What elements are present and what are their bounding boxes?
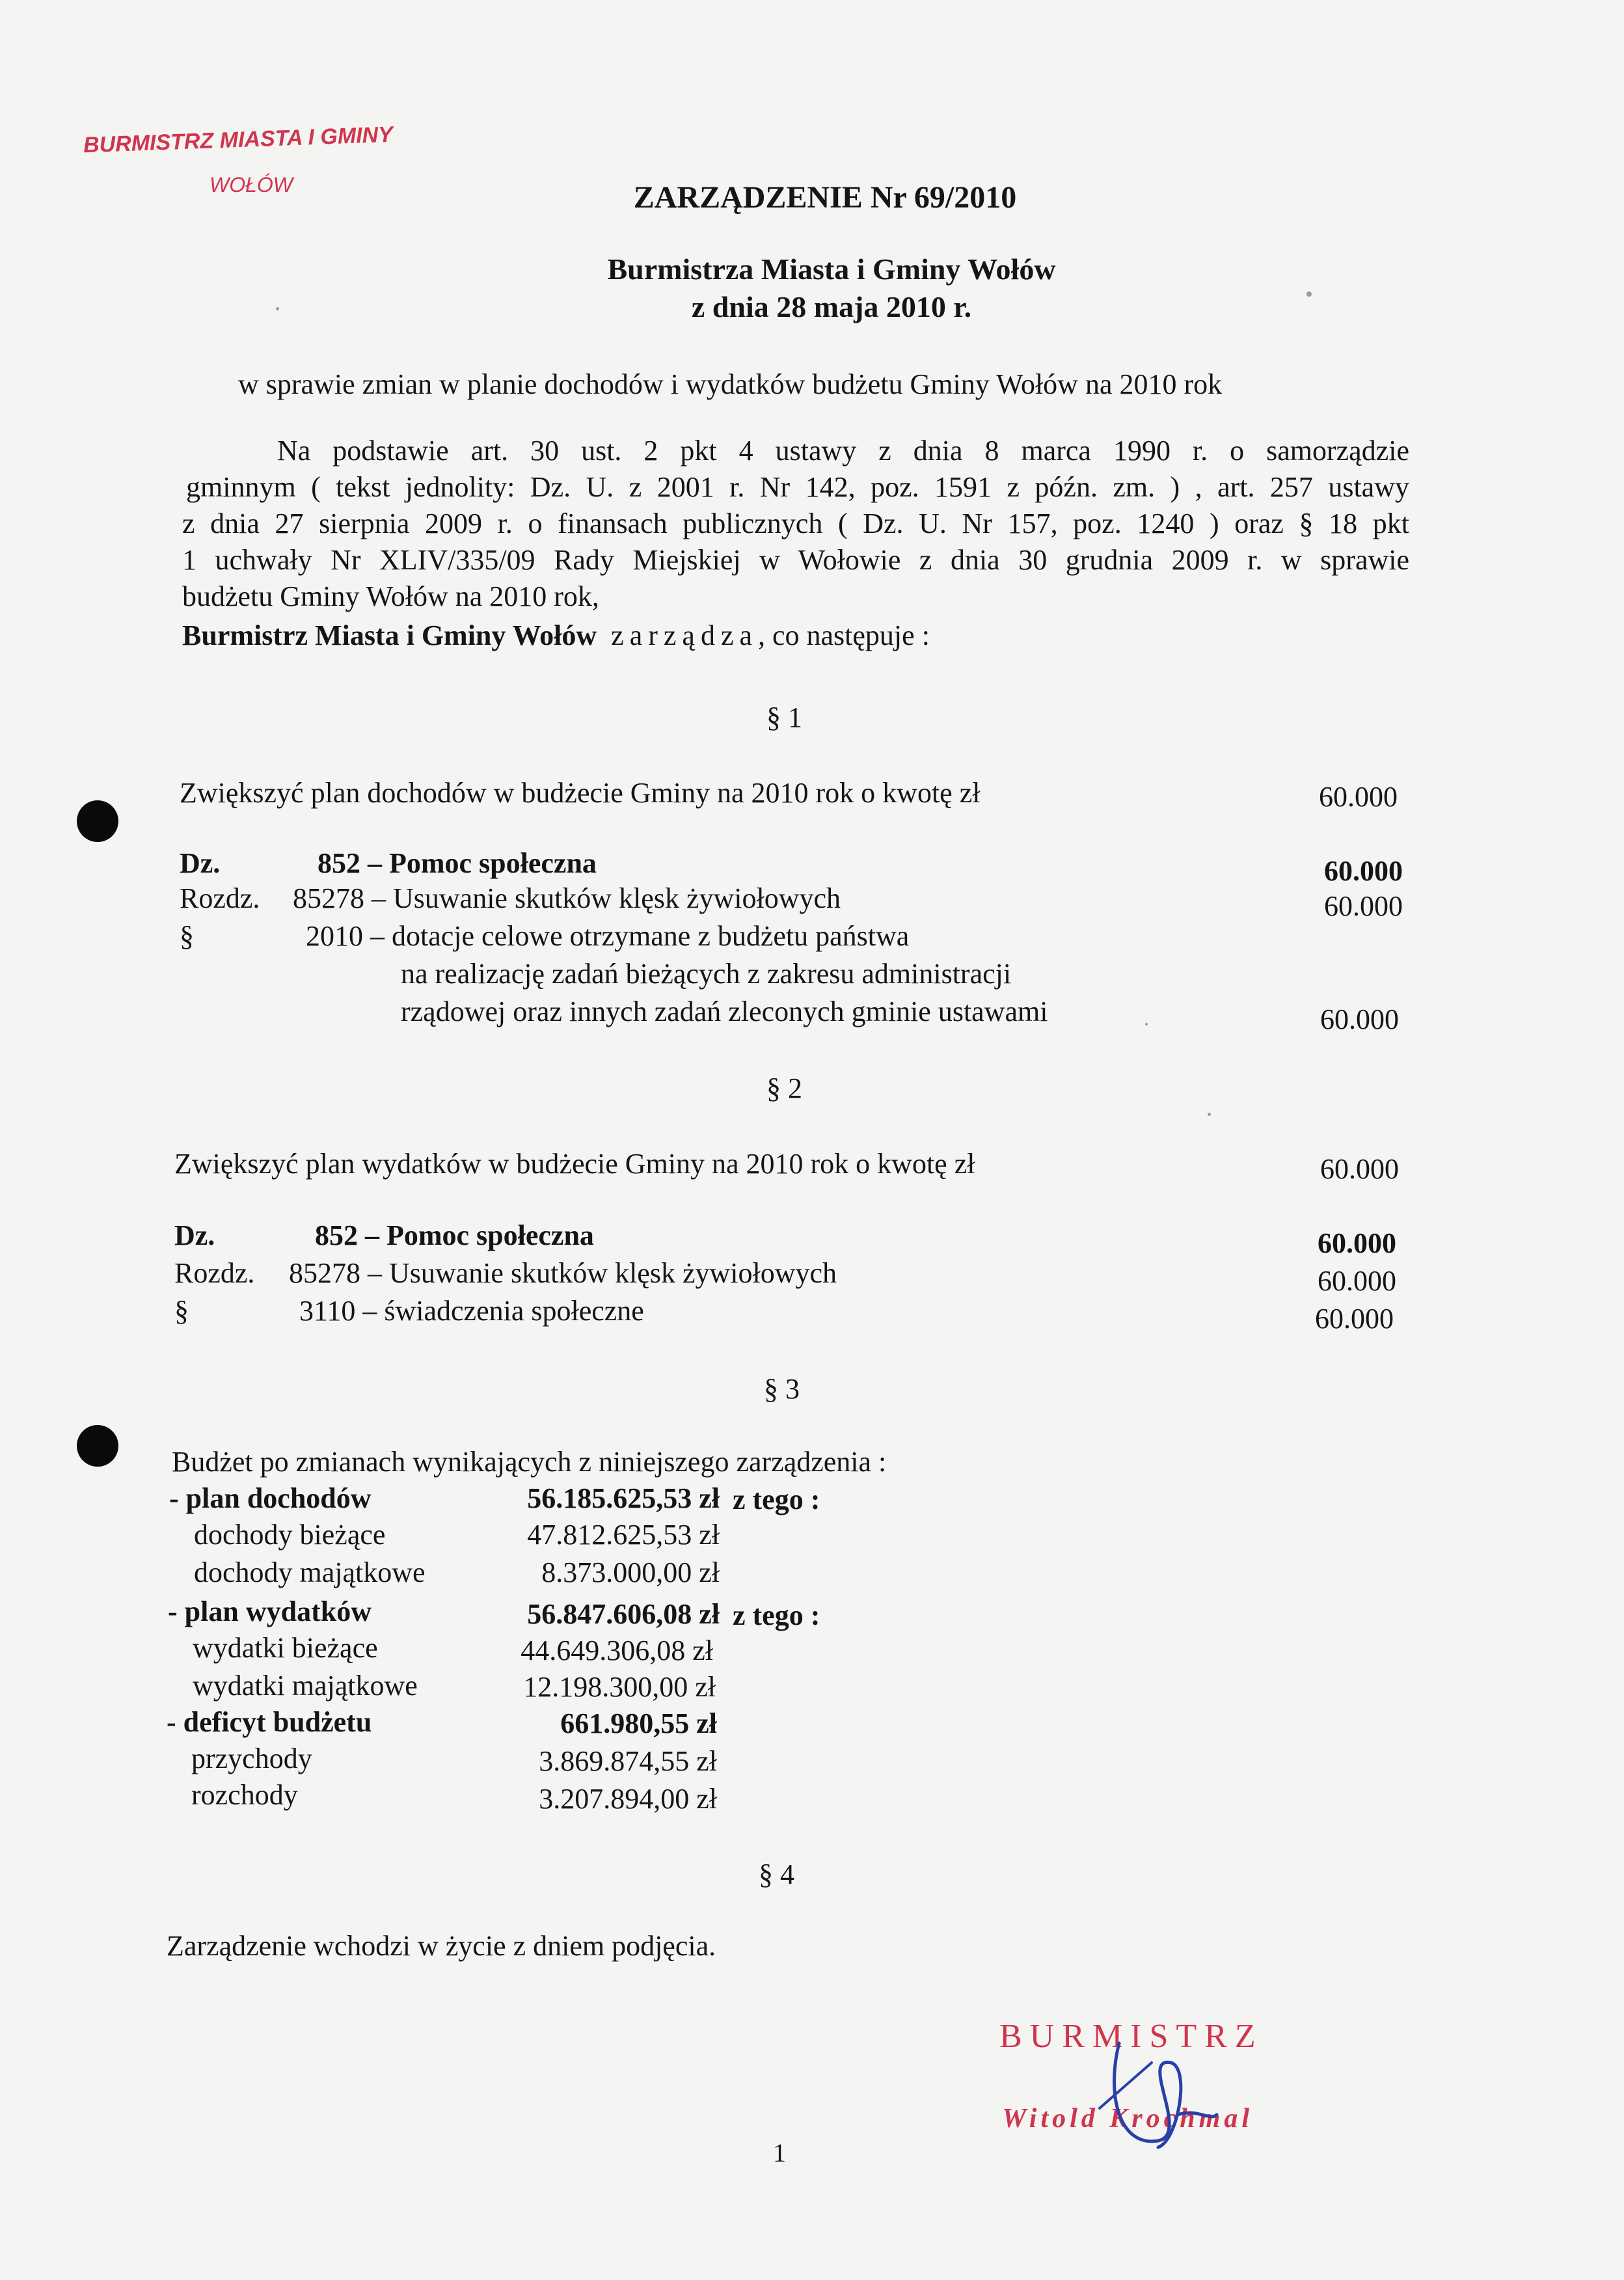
scan-speck bbox=[1145, 1023, 1148, 1025]
budget-row-label: - deficyt budżetu bbox=[167, 1706, 372, 1738]
signature-stamp-title: BURMISTRZ bbox=[999, 2018, 1264, 2055]
office-stamp-location: WOŁÓW bbox=[210, 173, 293, 197]
page-number: 1 bbox=[773, 2138, 786, 2167]
budget-row-label: - plan wydatków bbox=[168, 1595, 372, 1627]
section-1-rozdz-amount: 60.000 bbox=[1324, 890, 1403, 922]
section-4-text: Zarządzenie wchodzi w życie z dniem podjęcia. bbox=[167, 1930, 716, 1962]
section-2-rozdz-label: Rozdz. bbox=[174, 1257, 255, 1289]
section-2-dz-amount: 60.000 bbox=[1318, 1227, 1396, 1259]
section-3-intro: Budżet po zmianach wynikających z niniejszego zarządzenia : bbox=[172, 1446, 887, 1478]
subject-line: w sprawie zmian w planie dochodów i wydatków budżetu Gminy Wołów na 2010 rok bbox=[238, 368, 1223, 400]
budget-row-value: 56.185.625,53 zł bbox=[527, 1482, 720, 1514]
budget-row-value: 8.373.000,00 zł bbox=[541, 1556, 720, 1588]
section-1-intro: Zwiększyć plan dochodów w budżecie Gminy na 2010 rok o kwotę zł bbox=[180, 777, 981, 809]
section-1-par-line2: na realizację zadań bieżących z zakresu administracji bbox=[401, 958, 1012, 990]
budget-row-label: rozchody bbox=[191, 1779, 298, 1811]
section-2-rozdz-amount: 60.000 bbox=[1318, 1265, 1396, 1297]
section-2-mark: § 2 bbox=[766, 1072, 802, 1104]
budget-row-value: 44.649.306,08 zł bbox=[521, 1635, 713, 1666]
preamble-line-2: gminnym ( tekst jednolity: Dz. U. z 2001 r. Nr 142, poz. 1591 z późn. zm. ) , art. 257 ustawy bbox=[186, 471, 1409, 503]
section-1-par-line1: 2010 – dotacje celowe otrzymane z budżetu państwa bbox=[306, 920, 910, 952]
section-1-rozdz-text: 85278 – Usuwanie skutków klęsk żywiołowych bbox=[293, 882, 841, 914]
section-2-dz-text: 852 – Pomoc społeczna bbox=[315, 1219, 594, 1251]
budget-row-value: 3.869.874,55 zł bbox=[539, 1745, 717, 1777]
section-2-intro: Zwiększyć plan wydatków w budżecie Gminy na 2010 rok o kwotę zł bbox=[174, 1148, 975, 1180]
budget-row-label: - plan dochodów bbox=[169, 1482, 372, 1514]
punch-hole-bottom bbox=[77, 1425, 118, 1467]
section-1-intro-amount: 60.000 bbox=[1319, 781, 1398, 813]
budget-row-label: dochody bieżące bbox=[194, 1519, 386, 1551]
budget-row-value: 47.812.625,53 zł bbox=[527, 1519, 720, 1551]
issue-date: z dnia 28 maja 2010 r. bbox=[691, 290, 972, 323]
preamble-line-5: budżetu Gminy Wołów na 2010 rok, bbox=[182, 580, 599, 612]
section-2-par-amount: 60.000 bbox=[1315, 1303, 1394, 1335]
scan-speck bbox=[276, 307, 279, 310]
section-2-dz-label: Dz. bbox=[174, 1219, 215, 1251]
section-1-dz-label: Dz. bbox=[180, 847, 221, 879]
preamble-line-3: z dnia 27 sierpnia 2009 r. o finansach publicznych ( Dz. U. Nr 157, poz. 1240 ) oraz § 18 pkt bbox=[182, 508, 1409, 539]
preamble-line-4: 1 uchwały Nr XLIV/335/09 Rady Miejskiej w Wołowie z dnia 30 grudnia 2009 r. w sprawie bbox=[182, 544, 1409, 576]
section-3-mark: § 3 bbox=[764, 1373, 800, 1405]
document-title: ZARZĄDZENIE Nr 69/2010 bbox=[633, 180, 1017, 215]
section-1-mark: § 1 bbox=[766, 701, 802, 733]
scan-speck bbox=[1208, 1113, 1211, 1116]
budget-row-label: wydatki majątkowe bbox=[193, 1670, 418, 1702]
office-stamp-line1: BURMISTRZ MIASTA I GMINY bbox=[83, 122, 394, 158]
scan-speck bbox=[1306, 292, 1312, 297]
handwritten-signature bbox=[1080, 2017, 1236, 2180]
budget-row-value: 661.980,55 zł bbox=[560, 1707, 717, 1739]
section-1-par-label: § bbox=[180, 920, 194, 952]
authority-name: Burmistrz Miasta i Gminy Wołów bbox=[182, 619, 597, 651]
budget-row-value: 56.847.606,08 zł bbox=[527, 1598, 720, 1630]
budget-row-label: dochody majątkowe bbox=[194, 1556, 426, 1588]
section-1-dz-amount: 60.000 bbox=[1324, 855, 1403, 887]
budget-row-label: przychody bbox=[191, 1743, 312, 1774]
section-2-par-label: § bbox=[174, 1295, 189, 1327]
budget-row-note: z tego : bbox=[733, 1599, 820, 1631]
section-1-par-amount: 60.000 bbox=[1320, 1003, 1399, 1035]
section-2-intro-amount: 60.000 bbox=[1320, 1153, 1399, 1185]
section-1-par-line3: rządowej oraz innych zadań zleconych gminie ustawami bbox=[401, 996, 1048, 1027]
orders-tail: , co następuje : bbox=[758, 619, 930, 651]
preamble-line-1: Na podstawie art. 30 ust. 2 pkt 4 ustawy z dnia 8 marca 1990 r. o samorządzie bbox=[277, 435, 1409, 467]
section-4-mark: § 4 bbox=[759, 1858, 794, 1890]
issuer: Burmistrza Miasta i Gminy Wołów bbox=[607, 252, 1056, 286]
preamble-authority-line bbox=[182, 619, 930, 653]
office-stamp bbox=[83, 122, 393, 159]
section-1-dz-text: 852 – Pomoc społeczna bbox=[318, 847, 597, 879]
signature-stamp-name: Witold Krochmal bbox=[1002, 2104, 1253, 2134]
section-1-rozdz-label: Rozdz. bbox=[180, 882, 260, 914]
section-2-par-text: 3110 – świadczenia społeczne bbox=[299, 1295, 644, 1327]
budget-row-value: 3.207.894,00 zł bbox=[539, 1783, 717, 1815]
budget-row-note: z tego : bbox=[733, 1484, 820, 1515]
orders-word: zarządza bbox=[611, 619, 758, 651]
budget-row-label: wydatki bieżące bbox=[193, 1632, 378, 1664]
punch-hole-top bbox=[77, 800, 118, 842]
budget-row-value: 12.198.300,00 zł bbox=[523, 1671, 716, 1703]
section-2-rozdz-text: 85278 – Usuwanie skutków klęsk żywiołowych bbox=[289, 1257, 837, 1289]
